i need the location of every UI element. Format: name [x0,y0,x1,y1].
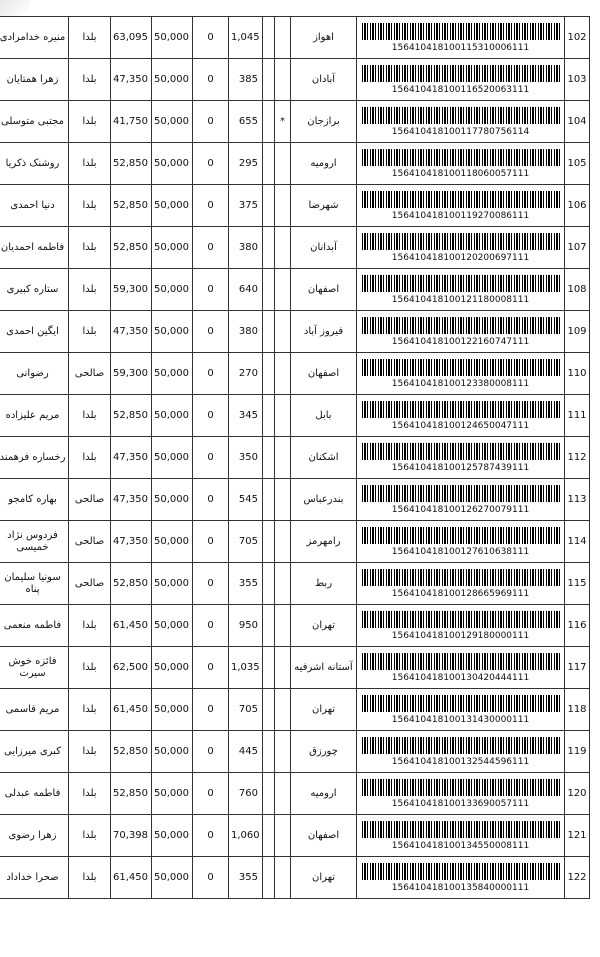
barcode-cell [357,605,565,647]
table-row [0,773,590,815]
recipient-name-cell: ستاره کبیری [0,269,69,311]
recipient-name-cell: ایگین احمدی [0,311,69,353]
empty-cell [263,437,275,479]
amount-cell: 59,300 [111,353,152,395]
base-amount-cell: 50,000 [152,353,193,395]
amount-cell: 62,500 [111,647,152,689]
zero-value-cell: 0 [193,269,229,311]
barcode-number: 156410418100130420444111 [391,672,530,683]
sender-type-cell: بلدا [69,185,111,227]
amount-cell: 47,350 [111,437,152,479]
empty-cell [263,185,275,227]
sender-type-cell: بلدا [69,773,111,815]
city-cell: تهران [291,689,357,731]
base-amount-cell: 50,000 [152,143,193,185]
zero-value-cell: 0 [193,185,229,227]
base-amount-cell: 50,000 [152,857,193,899]
table-row [0,101,590,143]
base-amount-cell: 50,000 [152,17,193,59]
base-amount-cell: 50,000 [152,479,193,521]
barcode-bars [362,527,560,544]
table-row [0,353,590,395]
count-cell: 380 [229,227,263,269]
row-index-cell: 104 [565,101,590,143]
amount-cell: 59,300 [111,269,152,311]
amount-cell: 52,850 [111,773,152,815]
recipient-name-cell: روشنک ذکریا [0,143,69,185]
barcode-number: 156410418100117780756114 [391,126,530,137]
barcode-cell [357,17,565,59]
barcode-bars [362,65,560,82]
table-row [0,689,590,731]
base-amount-cell: 50,000 [152,563,193,605]
recipient-name-cell: مجتبی متوسلی [0,101,69,143]
table-row [0,59,590,101]
amount-cell: 61,450 [111,605,152,647]
barcode-number: 156410418100125787439111 [391,462,530,473]
recipient-name-cell: منیره خدامرادی [0,17,69,59]
barcode-cell [357,395,565,437]
table-row [0,647,590,689]
base-amount-cell: 50,000 [152,227,193,269]
mark-cell [275,689,291,731]
amount-cell: 52,850 [111,395,152,437]
table-row [0,857,590,899]
city-cell: آبدانان [291,227,357,269]
barcode-number: 156410418100127610638111 [391,546,530,557]
barcode-bars [362,401,560,418]
recipient-name-cell: رضوانی [0,353,69,395]
zero-value-cell: 0 [193,311,229,353]
table-row [0,605,590,647]
barcode-number: 156410418100115310006111 [391,42,530,53]
empty-cell [263,17,275,59]
row-index-cell: 106 [565,185,590,227]
barcode-cell [357,563,565,605]
amount-cell: 52,850 [111,731,152,773]
table-row [0,143,590,185]
empty-cell [263,479,275,521]
recipient-name-cell: مریم قاسمی [0,689,69,731]
sender-type-cell: بلدا [69,227,111,269]
row-index-cell: 122 [565,857,590,899]
barcode-bars [362,359,560,376]
city-cell: ارومیه [291,143,357,185]
recipient-name-cell: صحرا خداداد [0,857,69,899]
mark-cell [275,815,291,857]
barcode-number: 156410418100116520063111 [391,84,530,95]
empty-cell [263,143,275,185]
sender-type-cell: بلدا [69,437,111,479]
barcode-cell [357,227,565,269]
row-index-cell: 118 [565,689,590,731]
row-index-cell: 121 [565,815,590,857]
count-cell: 355 [229,857,263,899]
barcode-bars [362,23,560,40]
barcode-number: 156410418100134550008111 [391,840,530,851]
city-cell: اهواز [291,17,357,59]
barcode-number: 156410418100126270079111 [391,504,530,515]
sender-type-cell: بلدا [69,101,111,143]
zero-value-cell: 0 [193,395,229,437]
empty-cell [263,647,275,689]
recipient-name-cell: زهرا همتایان [0,59,69,101]
amount-cell: 47,350 [111,311,152,353]
amount-cell: 52,850 [111,185,152,227]
barcode-cell [357,311,565,353]
count-cell: 1,045 [229,17,263,59]
row-index-cell: 109 [565,311,590,353]
sender-type-cell: بلدا [69,59,111,101]
barcode-bars [362,779,560,796]
city-cell: ربط [291,563,357,605]
mark-cell [275,269,291,311]
amount-cell: 70,398 [111,815,152,857]
sender-type-cell: بلدا [69,647,111,689]
city-cell: تهران [291,605,357,647]
sender-type-cell: بلدا [69,857,111,899]
sender-type-cell: بلدا [69,269,111,311]
table-row [0,521,590,563]
sender-type-cell: بلدا [69,395,111,437]
barcode-bars [362,821,560,838]
barcode-number: 156410418100120200697111 [391,252,530,263]
mark-cell [275,773,291,815]
count-cell: 705 [229,689,263,731]
recipient-name-cell: کبری میرزایی [0,731,69,773]
barcode-bars [362,653,560,670]
barcode-cell [357,815,565,857]
mark-cell [275,605,291,647]
city-cell: شهرضا [291,185,357,227]
mark-cell [275,227,291,269]
shipment-table [0,16,590,899]
barcode-number: 156410418100129180000111 [391,630,530,641]
row-index-cell: 103 [565,59,590,101]
row-index-cell: 116 [565,605,590,647]
row-index-cell: 102 [565,17,590,59]
row-index-cell: 115 [565,563,590,605]
zero-value-cell: 0 [193,647,229,689]
empty-cell [263,689,275,731]
barcode-bars [362,233,560,250]
city-cell: بندرعباس [291,479,357,521]
empty-cell [263,563,275,605]
barcode-cell [357,185,565,227]
barcode-cell [357,647,565,689]
count-cell: 270 [229,353,263,395]
mark-cell [275,479,291,521]
city-cell: برازجان [291,101,357,143]
base-amount-cell: 50,000 [152,815,193,857]
city-cell: آبادان [291,59,357,101]
base-amount-cell: 50,000 [152,185,193,227]
barcode-cell [357,731,565,773]
barcode-bars [362,191,560,208]
barcode-cell [357,143,565,185]
count-cell: 385 [229,59,263,101]
recipient-name-cell: رخساره فرهمند [0,437,69,479]
row-index-cell: 110 [565,353,590,395]
zero-value-cell: 0 [193,17,229,59]
zero-value-cell: 0 [193,143,229,185]
barcode-cell [357,521,565,563]
city-cell: اصفهان [291,269,357,311]
base-amount-cell: 50,000 [152,437,193,479]
empty-cell [263,773,275,815]
table-row [0,269,590,311]
row-index-cell: 108 [565,269,590,311]
amount-cell: 52,850 [111,563,152,605]
base-amount-cell: 50,000 [152,731,193,773]
zero-value-cell: 0 [193,227,229,269]
table-row [0,17,590,59]
city-cell: اشکنان [291,437,357,479]
count-cell: 545 [229,479,263,521]
amount-cell: 61,450 [111,689,152,731]
recipient-name-cell: فائزه خوش سیرت [0,647,69,689]
table-row [0,395,590,437]
empty-cell [263,311,275,353]
barcode-number: 156410418100131430000111 [391,714,530,725]
barcode-bars [362,485,560,502]
barcode-number: 156410418100124650047111 [391,420,530,431]
barcode-number: 156410418100122160747111 [391,336,530,347]
row-index-cell: 111 [565,395,590,437]
mark-cell [275,521,291,563]
count-cell: 1,060 [229,815,263,857]
zero-value-cell: 0 [193,437,229,479]
count-cell: 375 [229,185,263,227]
table-row [0,227,590,269]
zero-value-cell: 0 [193,605,229,647]
zero-value-cell: 0 [193,731,229,773]
zero-value-cell: 0 [193,773,229,815]
zero-value-cell: 0 [193,815,229,857]
sender-type-cell: صالحی [69,563,111,605]
amount-cell: 52,850 [111,227,152,269]
sender-type-cell: بلدا [69,731,111,773]
table-row [0,815,590,857]
sender-type-cell: صالحی [69,479,111,521]
mark-cell [275,59,291,101]
recipient-name-cell: دنیا احمدی [0,185,69,227]
amount-cell: 47,350 [111,59,152,101]
count-cell: 355 [229,563,263,605]
zero-value-cell: 0 [193,101,229,143]
row-index-cell: 117 [565,647,590,689]
base-amount-cell: 50,000 [152,773,193,815]
city-cell: فیروز آباد [291,311,357,353]
barcode-bars [362,611,560,628]
recipient-name-cell: فاطمه منعمی [0,605,69,647]
barcode-bars [362,275,560,292]
table-row [0,437,590,479]
city-cell: اصفهان [291,815,357,857]
sender-type-cell: بلدا [69,689,111,731]
barcode-number: 156410418100121180008111 [391,294,530,305]
sender-type-cell: بلدا [69,605,111,647]
sender-type-cell: صالحی [69,521,111,563]
mark-cell [275,731,291,773]
row-index-cell: 107 [565,227,590,269]
barcode-number: 156410418100133690057111 [391,798,530,809]
zero-value-cell: 0 [193,521,229,563]
city-cell: بابل [291,395,357,437]
barcode-number: 156410418100118060057111 [391,168,530,179]
zero-value-cell: 0 [193,563,229,605]
barcode-number: 156410418100128665969111 [391,588,530,599]
row-index-cell: 119 [565,731,590,773]
mark-cell [275,185,291,227]
city-cell: آستانه اشرفیه [291,647,357,689]
barcode-bars [362,737,560,754]
base-amount-cell: 50,000 [152,101,193,143]
recipient-name-cell: مریم علیزاده [0,395,69,437]
amount-cell: 52,850 [111,143,152,185]
barcode-cell [357,479,565,521]
sender-type-cell: بلدا [69,311,111,353]
mark-cell [275,437,291,479]
count-cell: 950 [229,605,263,647]
zero-value-cell: 0 [193,689,229,731]
page-corner-shadow [0,0,30,16]
table-row [0,185,590,227]
count-cell: 445 [229,731,263,773]
empty-cell [263,731,275,773]
barcode-bars [362,317,560,334]
barcode-bars [362,443,560,460]
count-cell: 1,035 [229,647,263,689]
table-row [0,311,590,353]
recipient-name-cell: فاطمه احمدیان [0,227,69,269]
recipient-name-cell: فاطمه عبدلی [0,773,69,815]
amount-cell: 47,350 [111,479,152,521]
count-cell: 345 [229,395,263,437]
empty-cell [263,857,275,899]
mark-cell [275,311,291,353]
count-cell: 380 [229,311,263,353]
mark-cell [275,353,291,395]
base-amount-cell: 50,000 [152,395,193,437]
row-index-cell: 114 [565,521,590,563]
empty-cell [263,227,275,269]
barcode-cell [357,773,565,815]
recipient-name-cell: زهرا رضوی [0,815,69,857]
table-row [0,563,590,605]
sender-type-cell: بلدا [69,143,111,185]
empty-cell [263,353,275,395]
barcode-cell [357,101,565,143]
barcode-cell [357,59,565,101]
mark-cell [275,647,291,689]
empty-cell [263,605,275,647]
base-amount-cell: 50,000 [152,689,193,731]
empty-cell [263,521,275,563]
barcode-cell [357,269,565,311]
barcode-cell [357,689,565,731]
city-cell: اصفهان [291,353,357,395]
recipient-name-cell: فردوس نژاد خمیسی [0,521,69,563]
barcode-bars [362,149,560,166]
barcode-cell [357,353,565,395]
barcode-bars [362,695,560,712]
city-cell: چورزق [291,731,357,773]
zero-value-cell: 0 [193,353,229,395]
base-amount-cell: 50,000 [152,269,193,311]
base-amount-cell: 50,000 [152,647,193,689]
mark-cell: * [275,101,291,143]
row-index-cell: 113 [565,479,590,521]
empty-cell [263,395,275,437]
sender-type-cell: بلدا [69,17,111,59]
mark-cell [275,395,291,437]
row-index-cell: 120 [565,773,590,815]
barcode-number: 156410418100132544596111 [391,756,530,767]
table-row [0,731,590,773]
base-amount-cell: 50,000 [152,521,193,563]
mark-cell [275,143,291,185]
amount-cell: 63,095 [111,17,152,59]
barcode-bars [362,863,560,880]
table-body [0,17,590,899]
recipient-name-cell: بهاره کامجو [0,479,69,521]
count-cell: 640 [229,269,263,311]
empty-cell [263,815,275,857]
empty-cell [263,59,275,101]
mark-cell [275,857,291,899]
sender-type-cell: صالحی [69,353,111,395]
barcode-cell [357,437,565,479]
count-cell: 760 [229,773,263,815]
amount-cell: 61,450 [111,857,152,899]
row-index-cell: 105 [565,143,590,185]
empty-cell [263,269,275,311]
zero-value-cell: 0 [193,857,229,899]
mark-cell [275,563,291,605]
amount-cell: 41,750 [111,101,152,143]
count-cell: 655 [229,101,263,143]
city-cell: ارومیه [291,773,357,815]
barcode-bars [362,107,560,124]
zero-value-cell: 0 [193,479,229,521]
barcode-number: 156410418100123380008111 [391,378,530,389]
count-cell: 350 [229,437,263,479]
mark-cell [275,17,291,59]
city-cell: رامهرمز [291,521,357,563]
base-amount-cell: 50,000 [152,59,193,101]
zero-value-cell: 0 [193,59,229,101]
barcode-number: 156410418100135840000111 [391,882,530,893]
table-row [0,479,590,521]
barcode-number: 156410418100119270086111 [391,210,530,221]
empty-cell [263,101,275,143]
base-amount-cell: 50,000 [152,605,193,647]
row-index-cell: 112 [565,437,590,479]
count-cell: 705 [229,521,263,563]
city-cell: تهران [291,857,357,899]
barcode-cell [357,857,565,899]
recipient-name-cell: سونیا سلیمان پناه [0,563,69,605]
base-amount-cell: 50,000 [152,311,193,353]
barcode-bars [362,569,560,586]
sender-type-cell: بلدا [69,815,111,857]
count-cell: 295 [229,143,263,185]
amount-cell: 47,350 [111,521,152,563]
